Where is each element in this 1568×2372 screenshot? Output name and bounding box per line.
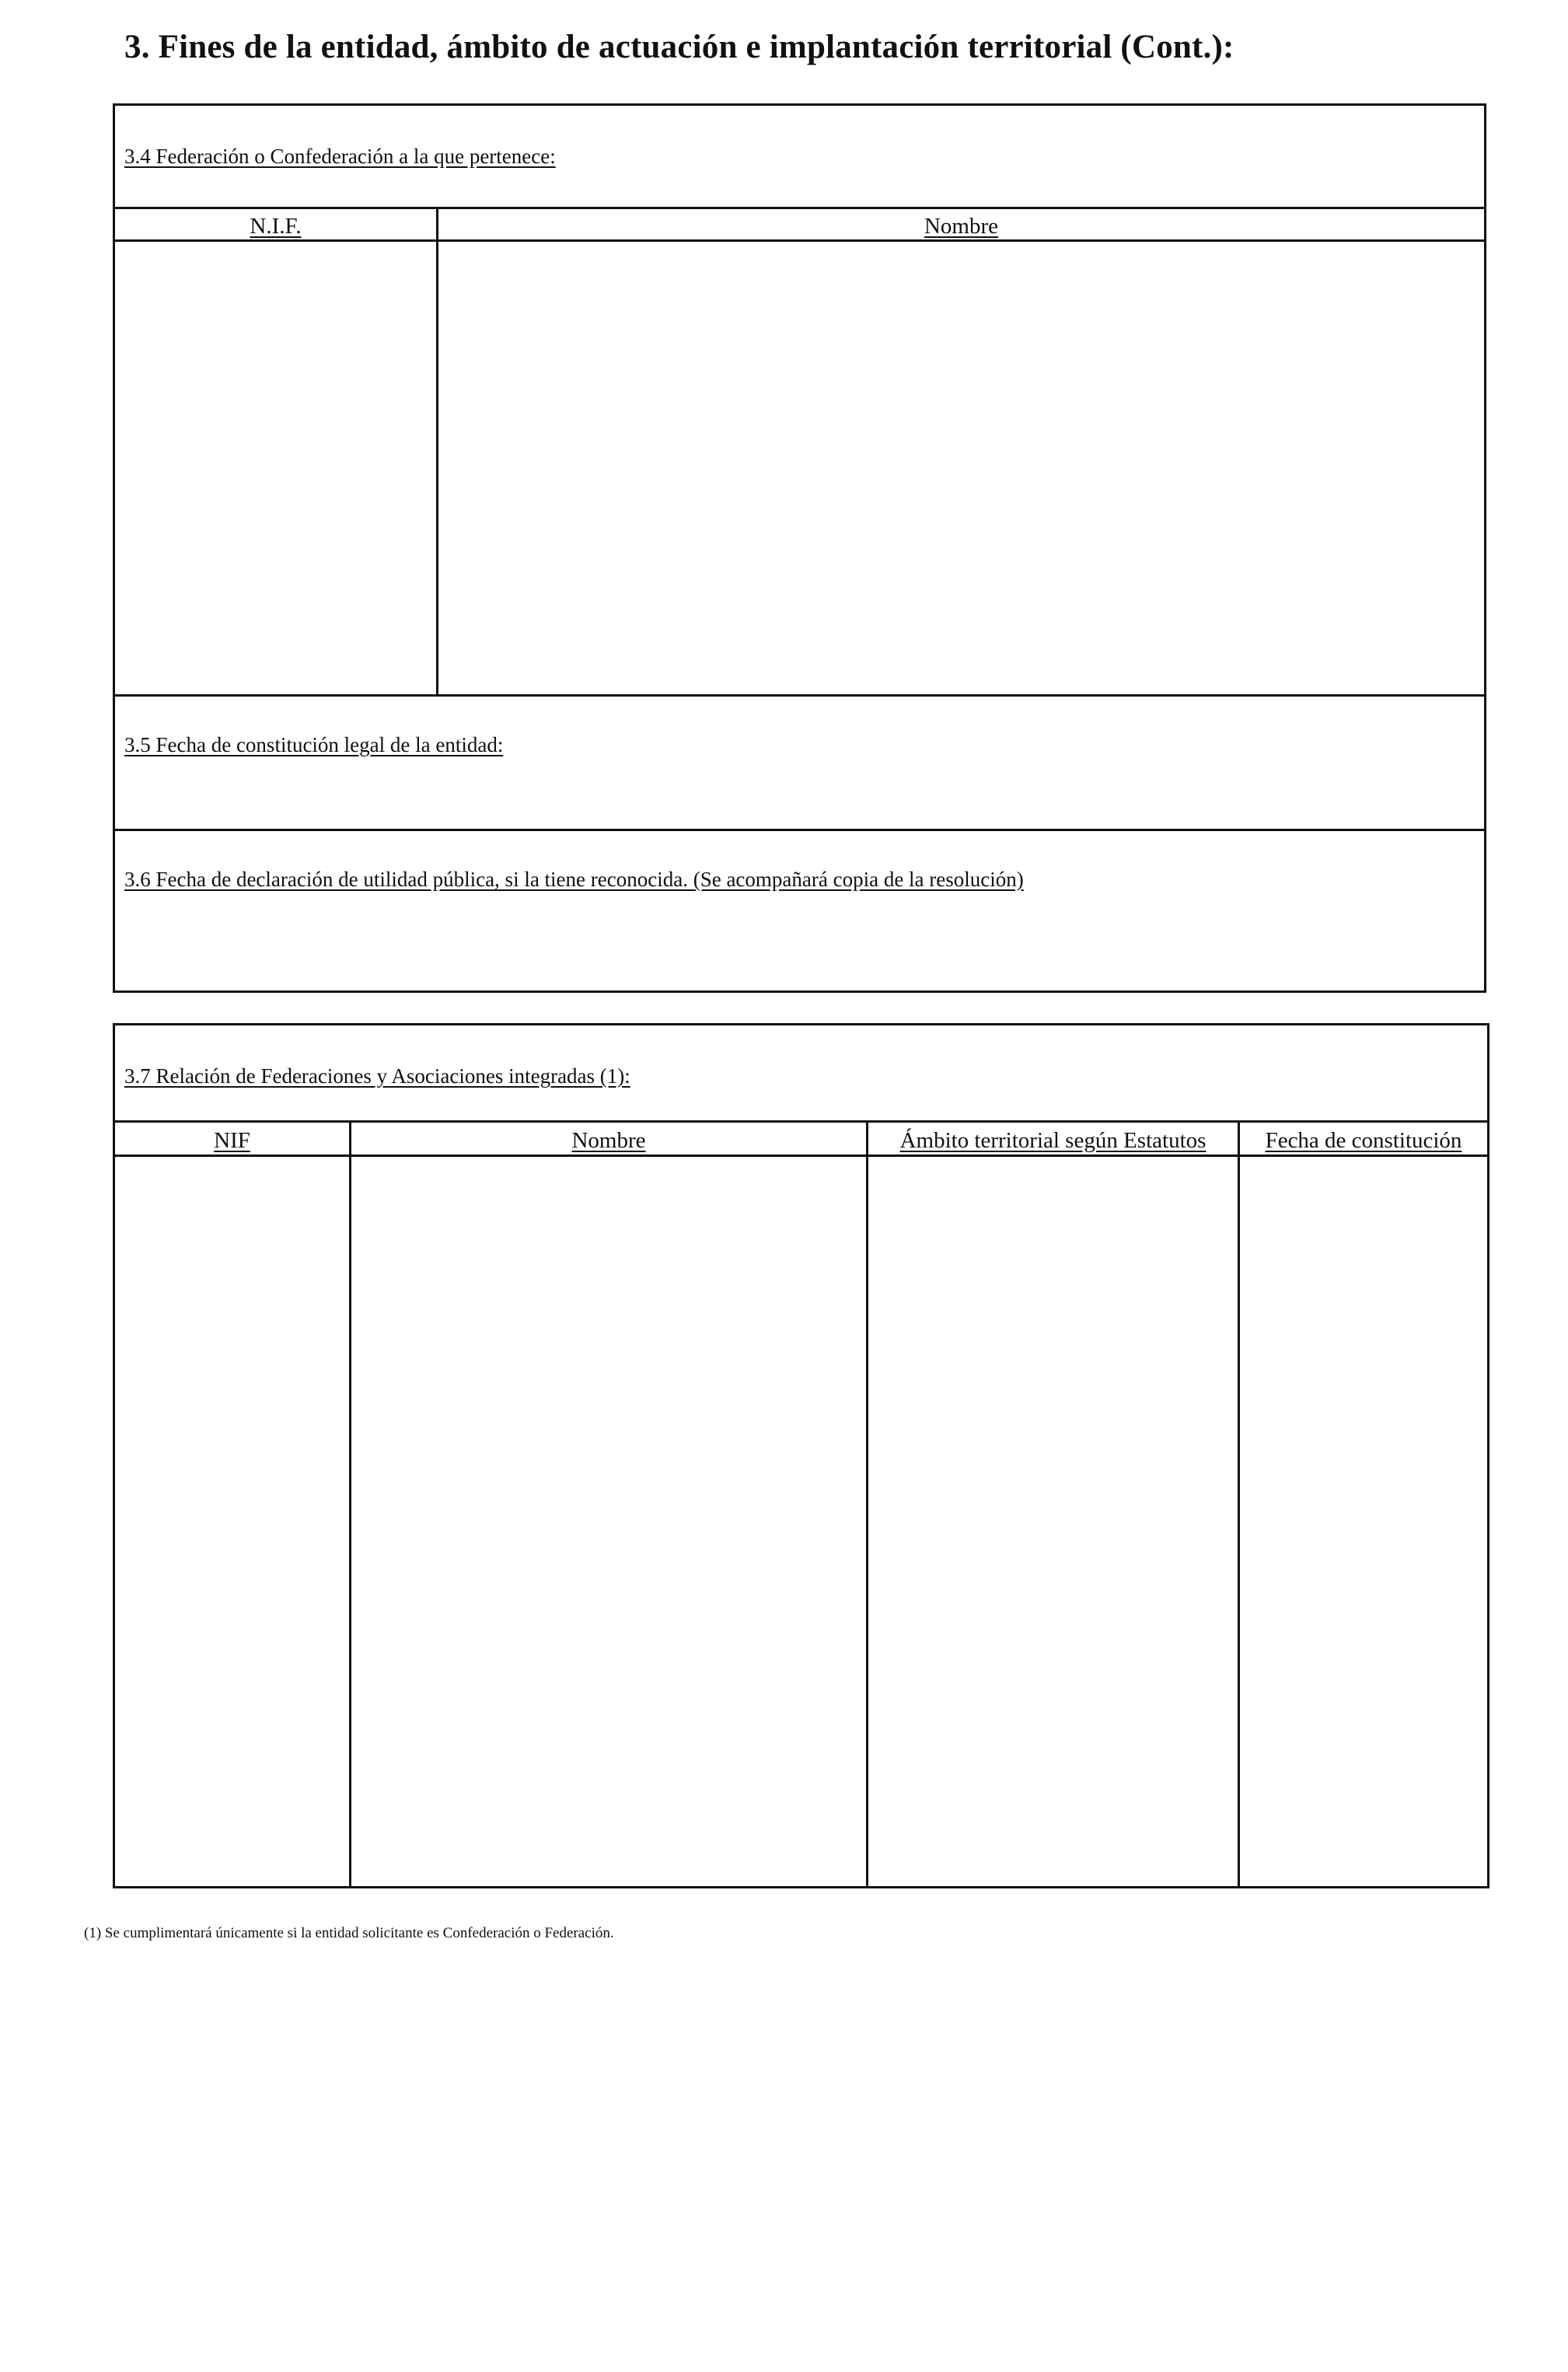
section-3-7-label: 3.7 Relación de Federaciones y Asociaciones integradas (1):	[124, 1064, 630, 1088]
section-3-4-label: 3.4 Federación o Confederación a la que pertenece:	[124, 145, 556, 168]
column-header-nif: N.I.F.	[250, 214, 302, 239]
column-header-nombre: Nombre	[924, 214, 999, 239]
column-header-ambito: Ámbito territorial según Estatutos	[899, 1128, 1207, 1153]
divider	[113, 694, 1486, 697]
page-title: 3. Fines de la entidad, ámbito de actuación e implantación territorial (Cont.):	[124, 29, 1234, 65]
associations-date-input[interactable]	[1240, 1157, 1487, 1886]
column-header-nif: NIF	[214, 1128, 250, 1153]
constitution-date-input[interactable]	[115, 770, 1484, 826]
section-3-6-label: 3.6 Fecha de declaración de utilidad pública, si la tiene reconocida. (Se acompañará copia de la resolución)	[124, 868, 1024, 891]
associations-scope-input[interactable]	[868, 1157, 1236, 1886]
column-header-nombre: Nombre	[571, 1128, 646, 1153]
section-3-5-label: 3.5 Fecha de constitución legal de la entidad:	[124, 733, 504, 756]
divider	[113, 1120, 1489, 1123]
federation-nif-input[interactable]	[115, 242, 435, 693]
associations-nif-input[interactable]	[115, 1157, 347, 1886]
footnote: (1) Se cumplimentará únicamente si la entidad solicitante es Confederación o Federación.	[84, 1925, 614, 1941]
associations-name-input[interactable]	[351, 1157, 864, 1886]
column-header-fecha-constitucion: Fecha de constitución	[1265, 1128, 1462, 1153]
divider	[436, 207, 438, 694]
federation-name-input[interactable]	[439, 242, 1484, 693]
public-utility-date-input[interactable]	[115, 903, 1484, 989]
divider	[113, 829, 1486, 831]
divider	[113, 207, 1486, 209]
